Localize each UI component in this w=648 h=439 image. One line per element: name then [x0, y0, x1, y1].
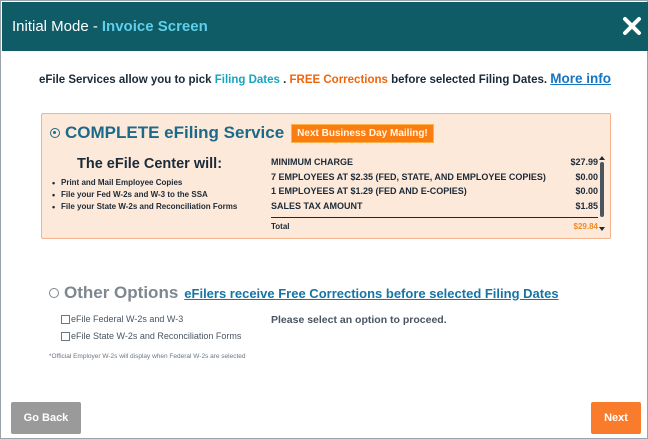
official-w2-footnote: *Official Employer W-2s will display when Federal W-2s are selected	[49, 353, 246, 360]
price-table	[271, 155, 598, 232]
scroll-thumb[interactable]	[600, 162, 604, 217]
price-row	[271, 170, 598, 185]
price-row	[271, 184, 598, 199]
state-option-label: eFile State W-2s and Reconciliation Forms	[71, 331, 242, 341]
go-back-button[interactable]: Go Back	[11, 402, 81, 434]
info-prefix: eFile Services allow you to pick	[38, 74, 215, 86]
mailing-badge: Next Business Day Mailing!	[291, 124, 434, 143]
state-option[interactable]	[61, 331, 241, 341]
free-corrections-link[interactable]: eFilers receive Free Corrections before selected Filing Dates	[184, 285, 559, 301]
price-label: 7 EMPLOYEES AT $2.35 (FED, STATE, AND EMPLOYEE COPIES)	[271, 171, 546, 182]
price-label: 1 EMPLOYEES AT $1.29 (FED AND E-COPIES)	[271, 186, 467, 197]
next-button[interactable]: Next	[591, 402, 641, 434]
total-amount: $29.84	[573, 222, 598, 231]
window-title-mode: Initial Mode -	[12, 18, 98, 35]
efile-center-heading: The eFile Center will:	[77, 156, 223, 172]
price-label: SALES TAX AMOUNT	[271, 200, 363, 211]
price-divider	[271, 217, 598, 218]
close-button[interactable]	[621, 15, 643, 37]
window-title-screen: Invoice Screen	[101, 18, 208, 35]
info-suffix: before selected Filing Dates.	[387, 74, 551, 86]
complete-title: COMPLETE eFiling Service	[65, 123, 285, 142]
title-bar	[2, 2, 648, 51]
info-free-corrections: FREE Corrections	[289, 74, 388, 86]
close-icon	[621, 15, 643, 37]
price-amount: $0.00	[575, 186, 598, 197]
list-item: • File your Fed W-2s and W-3 to the SSA	[52, 189, 237, 201]
complete-radio[interactable]	[50, 128, 60, 138]
federal-checkbox[interactable]	[61, 315, 70, 324]
list-item: • File your State W-2s and Reconciliation Forms	[52, 201, 237, 213]
other-options-title: Other Options	[64, 283, 179, 302]
price-amount: $0.00	[575, 171, 598, 182]
info-filing-dates: Filing Dates	[214, 74, 280, 86]
price-amount: $1.85	[575, 200, 598, 211]
price-amount: $27.99	[570, 157, 598, 168]
other-options-radio[interactable]	[49, 288, 59, 298]
efile-center-list	[52, 177, 237, 213]
price-row	[271, 199, 598, 214]
federal-option[interactable]	[61, 314, 183, 324]
price-scrollbar[interactable]	[598, 156, 605, 231]
list-item: • Print and Mail Employee Copies	[52, 177, 237, 189]
price-row	[271, 155, 598, 170]
scroll-up-icon[interactable]	[599, 156, 605, 160]
scroll-down-icon[interactable]	[599, 227, 605, 231]
total-label: Total	[271, 222, 290, 231]
federal-option-label: eFile Federal W-2s and W-3	[71, 314, 184, 324]
complete-efiling-panel[interactable]	[41, 113, 611, 239]
efile-info-line	[1, 71, 648, 86]
complete-option-header[interactable]	[50, 123, 434, 143]
info-middle: .	[279, 74, 290, 86]
select-option-message: Please select an option to proceed.	[271, 314, 447, 326]
total-row	[271, 222, 598, 232]
more-info-link[interactable]: More info	[550, 71, 612, 86]
price-label: MINIMUM CHARGE	[271, 157, 353, 168]
other-options-header[interactable]	[49, 283, 559, 303]
state-checkbox[interactable]	[61, 332, 70, 341]
